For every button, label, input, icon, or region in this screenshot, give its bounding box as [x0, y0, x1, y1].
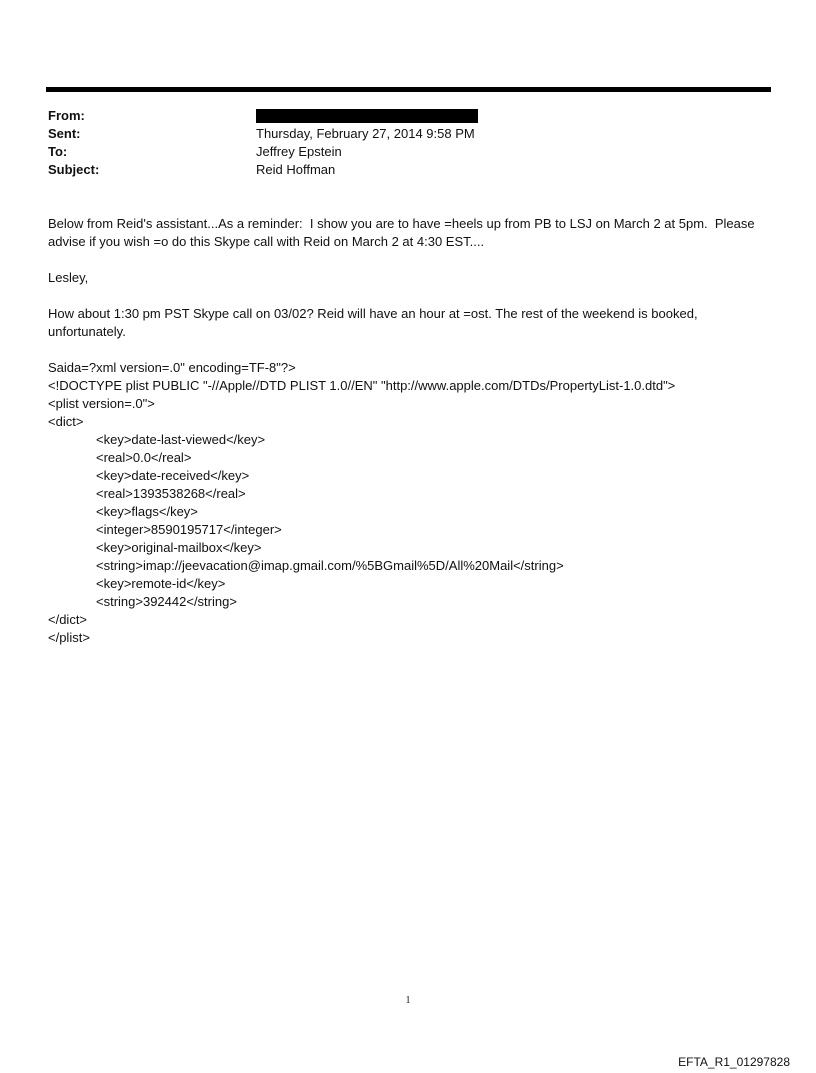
sent-value: Thursday, February 27, 2014 9:58 PM: [256, 126, 475, 141]
from-label: From:: [48, 108, 85, 123]
code-line: <real>1393538268</real>: [96, 486, 246, 501]
page-number: 1: [405, 995, 411, 1006]
code-line: <key>remote-id</key>: [96, 576, 226, 591]
code-line: <string>392442</string>: [96, 594, 237, 609]
from-row: [48, 107, 748, 125]
code-line: <!DOCTYPE plist PUBLIC "-//Apple//DTD PLIST 1.0//EN" "http://www.apple.com/DTDs/PropertyList-1.0.dtd">: [48, 378, 676, 393]
subject-row: [48, 161, 748, 179]
document-id: EFTA_R1_01297828: [678, 1055, 790, 1069]
code-line: <dict>: [48, 414, 84, 429]
subject-label: Subject:: [48, 162, 100, 177]
from-value: [256, 107, 748, 125]
redaction-bar: [256, 109, 478, 123]
to-value: Jeffrey Epstein: [256, 144, 342, 159]
code-line: </dict>: [48, 612, 88, 627]
sent-label: Sent:: [48, 126, 81, 141]
to-row: [48, 143, 748, 161]
body-paragraph: Lesley,: [48, 270, 89, 285]
to-label: To:: [48, 144, 68, 159]
code-line: <real>0.0</real>: [96, 450, 192, 465]
code-line: <key>date-last-viewed</key>: [96, 432, 266, 447]
email-header: [48, 107, 748, 179]
code-line: <key>flags</key>: [96, 504, 198, 519]
code-line: <key>date-received</key>: [96, 468, 250, 483]
code-line: <string>imap://jeevacation@imap.gmail.com/%5BGmail%5D/All%20Mail</string>: [96, 558, 564, 573]
email-body: [48, 215, 773, 647]
header-rule: [46, 87, 771, 92]
code-line: <integer>8590195717</integer>: [96, 522, 282, 537]
body-paragraph: Below from Reid's assistant...As a reminder: I show you are to have =heels up from PB to LSJ on March 2 at 5pm. Please advise if you wish =o do this Skype call with Reid on March 2 at 4:30 EST....: [48, 216, 759, 249]
code-line: </plist>: [48, 630, 90, 645]
code-line: Saida=?xml version=.0" encoding=TF-8"?>: [48, 360, 296, 375]
code-line: <plist version=.0">: [48, 396, 155, 411]
plist-block: [48, 359, 773, 647]
code-line: <key>original-mailbox</key>: [96, 540, 262, 555]
sent-row: [48, 125, 748, 143]
body-paragraph: How about 1:30 pm PST Skype call on 03/02? Reid will have an hour at =ost. The rest of the weekend is booked, unfortunately.: [48, 306, 702, 339]
subject-value: Reid Hoffman: [256, 162, 336, 177]
